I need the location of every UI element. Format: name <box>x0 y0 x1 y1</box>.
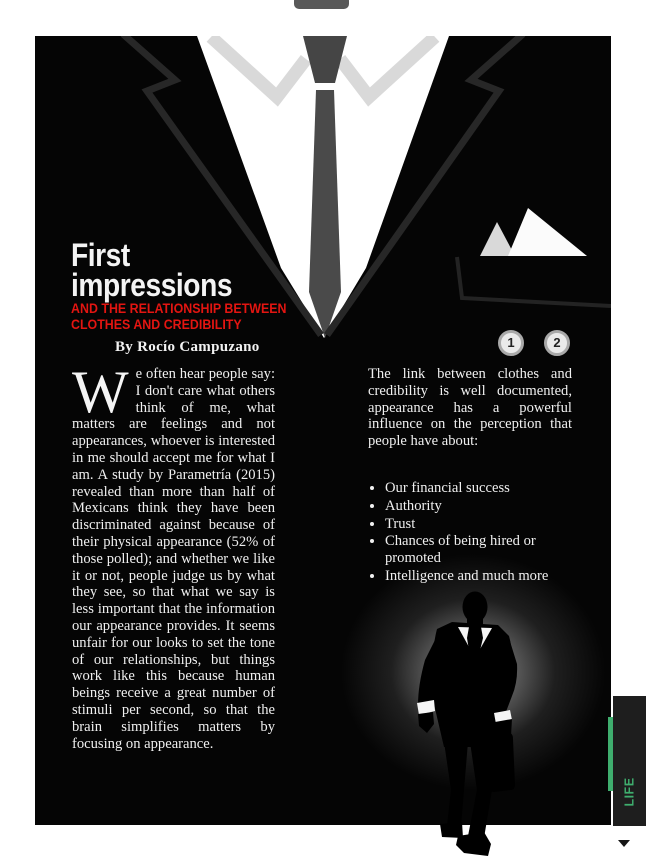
right-paragraph: The link between clothes and credibility is well documented, appearance has a powerful influence on the perception that people have about: <box>368 366 572 450</box>
page-title <box>71 237 233 303</box>
intro-paragraph: e often hear people say: I don't care what others think of me, what matters are feelings and not appearances, whoever is interested in me should accept me for what I am. A study by Parametría (2015) revealed than more than half of Mexicans think they have been discriminated against because of their physical appearance (52% of those polled); and whether we like it or not, people judge us by what they see, so that what we say is less important that the information our appearance provides. It seems unfair for our looks to set the tone of our relationships, but things work like this because human beings receive a great number of stimuli per second, so that the brain simplifies matters by focusing on appearance. <box>72 366 275 752</box>
bullet-item: • Authority <box>385 498 572 515</box>
top-handle[interactable] <box>294 0 349 9</box>
subtitle-line-2: CLOTHES AND CREDIBILITY <box>71 316 242 332</box>
bullet-list <box>368 480 572 585</box>
page-subtitle <box>71 301 287 332</box>
bullet-item: • Trust <box>385 516 572 533</box>
bullet-item: • Intelligence and much more <box>385 568 572 585</box>
drop-cap: W <box>72 359 129 425</box>
subtitle-line-1: AND THE RELATIONSHIP BETWEEN <box>71 301 287 316</box>
article-column-right <box>368 366 572 586</box>
section-tab-label: LIFE <box>622 777 637 807</box>
byline: By Rocío Campuzano <box>115 339 260 355</box>
title-line-1: First <box>71 237 130 273</box>
scroll-down-icon[interactable] <box>618 840 630 847</box>
title-line-2: impressions <box>71 267 233 303</box>
page-marker-2[interactable]: 2 <box>544 330 570 356</box>
page-marker-1[interactable]: 1 <box>498 330 524 356</box>
article-column-left <box>72 359 275 752</box>
bullet-item: • Chances of being hired or promoted <box>385 533 572 567</box>
bullet-item: • Our financial success <box>385 480 572 497</box>
section-tab-life[interactable] <box>613 696 646 826</box>
